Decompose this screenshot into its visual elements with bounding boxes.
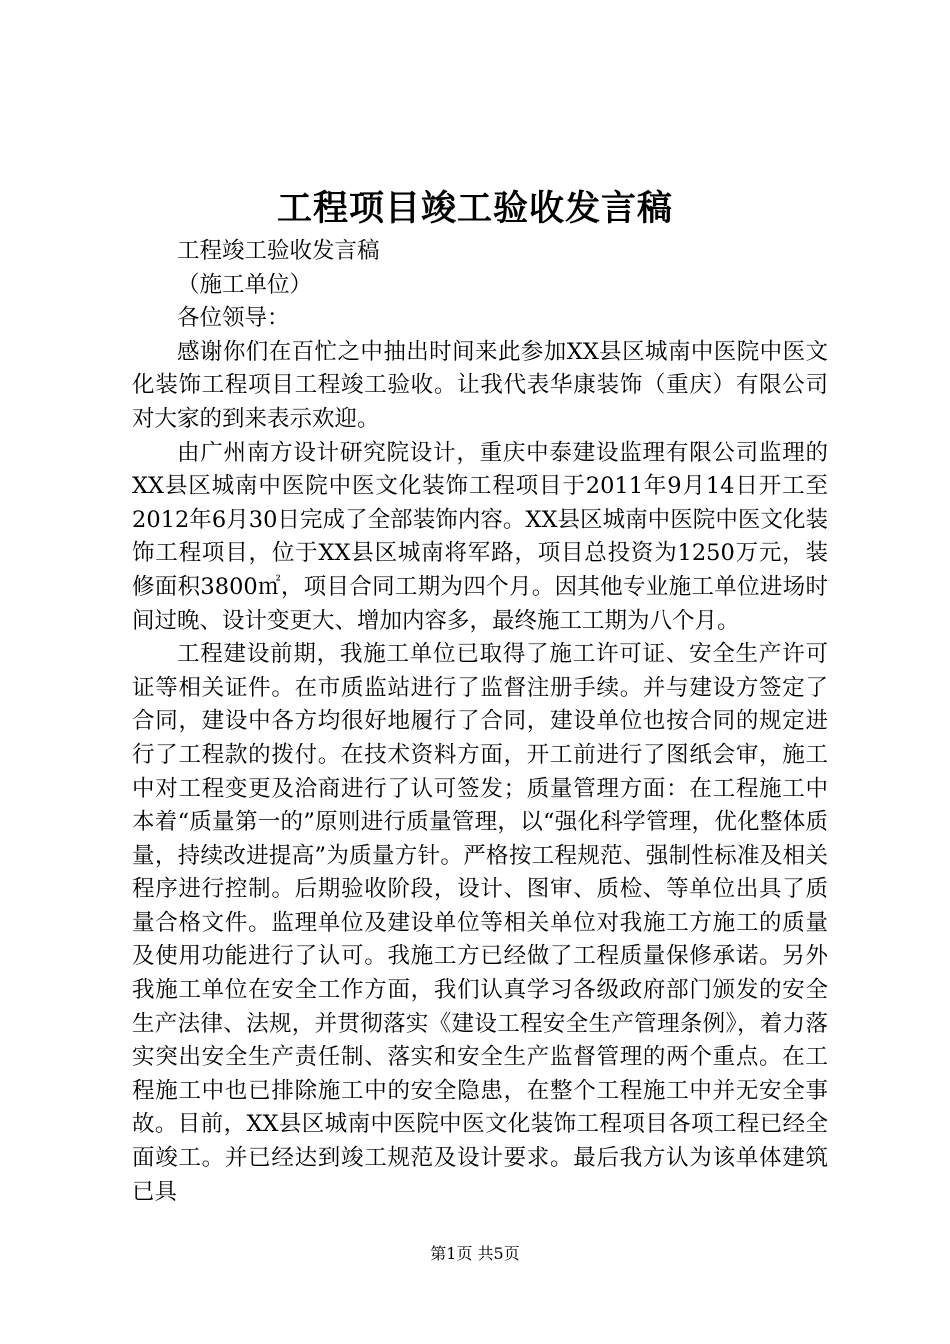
document-body (132, 235, 828, 1209)
paragraph-welcome: 感谢你们在百忙之中抽出时间来此参加XX县区城南中医院中医文化装饰工程项目工程竣工验收。让我代表华康装饰（重庆）有限公司对大家的到来表示欢迎。 (132, 338, 828, 432)
subtitle-line: 工程竣工验收发言稿 (177, 238, 380, 264)
document-title: 工程项目竣工验收发言稿 (276, 188, 673, 229)
paragraph-construction-management: 工程建设前期，我施工单位已取得了施工许可证、安全生产许可证等相关证件。在市质监站进行了监督注册手续。并与建设方签定了合同，建设中各方均很好地履行了合同，建设单位也按合同的规定进行了工程款的拨付。在技术资料方面，开工前进行了图纸会审，施工中对工程变更及洽商进行了认可签发；质量管理方面：在工程施工中本着“质量第一的”原则进行质量管理，以“强化科学管理，优化整体质量，持续改进提高”为质量方针。严格按工程规范、强制性标准及相关程序进行控制。后期验收阶段，设计、图审、质检、等单位出具了质量合格文件。监理单位及建设单位等相关单位对我施工方施工的质量及使用功能进行了认可。我施工方已经做了工程质量保修承诺。另外我施工单位在安全工作方面，我们认真学习各级政府部门颁发的安全生产法律、法规，并贯彻落实《建设工程安全生产管理条例》，着力落实突出安全生产责任制、落实和安全生产监督管理的两个重点。在工程施工中也已排除施工中的安全隐患，在整个工程施工中并无安全事故。目前，XX县区城南中医院中医文化装饰工程项目各项工程已经全面竣工。并已经达到竣工规范及设计要求。最后我方认为该单体建筑已具 (132, 641, 828, 1205)
paragraph-project-overview: 由广州南方设计研究院设计，重庆中泰建设监理有限公司监理的XX县区城南中医院中医文化装饰工程项目于2011年9月14日开工至2012年6月30日完成了全部装饰内容。XX县区城南中医院中医文化装饰工程项目，位于XX县区城南将军路，项目总投资为1250万元，装修面积3800㎡，项目合同工期为四个月。因其他专业施工单位进场时间过晚、设计变更大、增加内容多，最终施工工期为八个月。 (132, 439, 828, 634)
author-unit-line: （施工单位） (177, 271, 313, 298)
salutation-line: 各位领导： (177, 305, 290, 332)
page-footer: 第1页 共5页 (430, 1244, 520, 1263)
